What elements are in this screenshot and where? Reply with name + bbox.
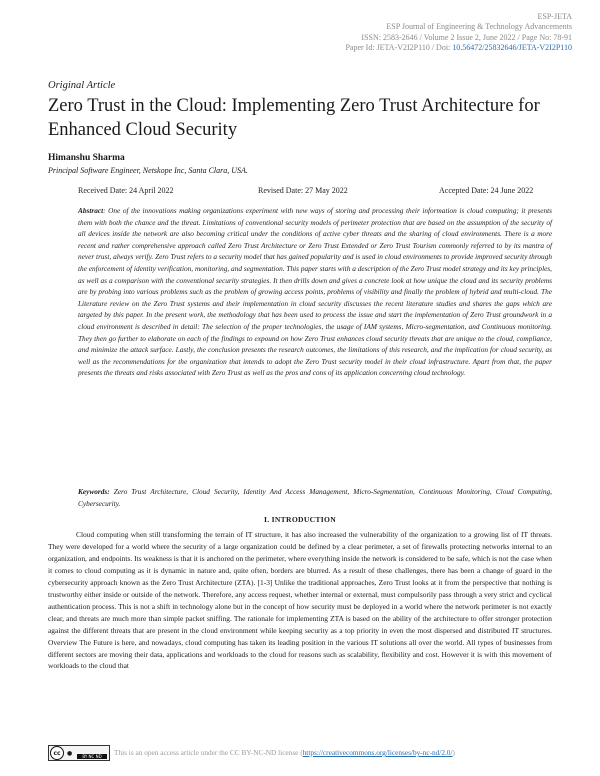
paper-id-text: Paper Id: JETA-V2I2P110 / Doi:	[345, 43, 453, 53]
journal-header	[345, 12, 572, 54]
revised-date: Revised Date: 27 May 2022	[258, 186, 348, 195]
article-type: Original Article	[48, 80, 116, 91]
journal-short-name: ESP-JETA	[537, 12, 572, 21]
author-name: Himanshu Sharma	[48, 153, 125, 163]
license-statement	[114, 748, 455, 757]
keywords	[78, 486, 552, 509]
abstract-text: : One of the innovations making organizations experiment with new ways of storing and processing their information is cloud computing; it presents them with both the chance and the threat. Limitations of conventional security models of perimeter protection that are based on the assumption of the security of all devices inside the network are also becoming critical under the conditions of active cyber threats and the sharing of cloud environments. There is a more recent and rather comprehensive approach called Zero Trust Architecture or Zero Trust Extended or Zero Trust Tourism commonly referred to by its mantra of never trust, always verify. Zero Trust refers to a security model that has gained popularity and is used in cloud environments to provide improved security through the enforcement of identity verification, monitoring, and segmentation. This paper starts with a description of the Zero Trust model strategy and its key principles, as well as a comparison with the conventional security strategies. It then drills down and gives a concrete look at how unique the cloud and its security problems are by probing into various problems such as the problem of growing access points, problems of visibility and finally the problem of hybrid and multi-cloud. The Literature review on the Zero Trust systems and their implementation in cloud security discusses the recent literature studies and shares the gaps which are targeted by this paper. In the present work, the methodology that has been used to process the issue and start the implementation of Zero Trust groundwork in a cloud environment is described in detail: The selection of the proper technologies, the usage of IAM systems, Micro-segmentation, and Continuous monitoring. They then go further to elaborate on each of the findings to expound on how Zero Trust enhances cloud security threats that are unique to the cloud, compliance, and minimize the attack surface. Lastly, the conclusion presents the research outcomes, the limitations of this research, and the implication for cloud security, as well as the recommendations for the organization that intends to adopt the Zero Trust security model in their cloud infrastructure. Apart from that, the paper presents the threats and risks associated with Zero Trust as well as the pros and cons of its application concerning cloud technology.	[78, 206, 552, 378]
accepted-date: Accepted Date: 24 June 2022	[439, 186, 534, 195]
license-text: This is an open access article under the CC BY-NC-ND license (	[114, 748, 303, 757]
license-close: )	[452, 748, 455, 757]
section-heading-introduction: I. INTRODUCTION	[263, 515, 336, 524]
received-date: Received Date: 24 April 2022	[78, 186, 174, 195]
abstract-label: Abstract	[78, 206, 104, 215]
introduction-text: Cloud computing when still transforming the terrain of IT structure, it has also increased the vulnerability of the organization to a growing list of IT threats. They were developed for a world where the security of a large organization could be defined by a clear perimeter, a set of firewalls protecting networks internal to an organization, and endpoints. Its weakness is that it is anchored on the perimeter, where everything inside the network is considered to be safe, which is not the case when it comes to cloud computing as it is dynamic in nature and, quite often, borders are blurred. As a result of these challenges, there has been a change of guard in the cybersecurity approach known as the Zero Trust Architecture (ZTA). [1-3] Unlike the traditional approaches, Zero Trust looks at it from the perspective that nothing is trustworthy either inside or outside of the network. Therefore, any access request, whether internal or external, must compulsorily pass through a very strict and cyclical authentication process. This is not a shift in technology alone but in the concept of how security must be deployed in a world where the network perimeter is not exactly clear, and threats are much more than simple packet sniffing. The rationale for implementing ZTA is based on the ability of the architecture to offer stronger protection against the different threats that are present in the cloud environment while keeping security as a top priority in even the most dispersed and distributed IT structures. Overview The Future is here, and nowadays, cloud computing has taken its leading position in the various IT solutions all over the world. All types of businesses from different sectors are moving their data, applications and workloads to the cloud for reasons such as scalability, flexibility and cost. However it is with this movement of workloads to the cloud that	[48, 530, 552, 671]
author-affiliation: Principal Software Engineer, Netskope Inc, Santa Clara, USA.	[48, 166, 248, 175]
introduction-paragraph	[48, 529, 552, 672]
paper-id-line	[345, 43, 572, 53]
license-footer	[48, 745, 558, 761]
keywords-text: Zero Trust Architecture, Cloud Security, Identity And Access Management, Micro-Segmentation, Continuous Monitoring, Cloud Computing, Cybersecurity.	[78, 487, 552, 508]
keywords-label: Keywords:	[78, 487, 110, 496]
cc-bar-label: BY NC ND	[77, 754, 107, 759]
attribution-icon: ●	[67, 749, 73, 757]
license-icons	[67, 750, 72, 757]
cc-logo-icon: cc	[50, 746, 64, 760]
paper-title: Zero Trust in the Cloud: Implementing Zero Trust Architecture for Enhanced Cloud Security	[48, 96, 540, 140]
issn-volume-line: ISSN: 2583-2646 / Volume 2 Issue 2, June 2022 / Page No: 78-91	[361, 32, 572, 42]
cc-license-badge[interactable]	[48, 745, 110, 761]
journal-full-name: ESP Journal of Engineering & Technology Advancements	[386, 22, 572, 32]
abstract	[78, 205, 552, 379]
doi-link[interactable]: 10.56472/25832646/JETA-V2I2P110	[452, 43, 572, 53]
license-link[interactable]: https://creativecommons.org/licenses/by-nc-nd/2.0/	[302, 748, 453, 757]
